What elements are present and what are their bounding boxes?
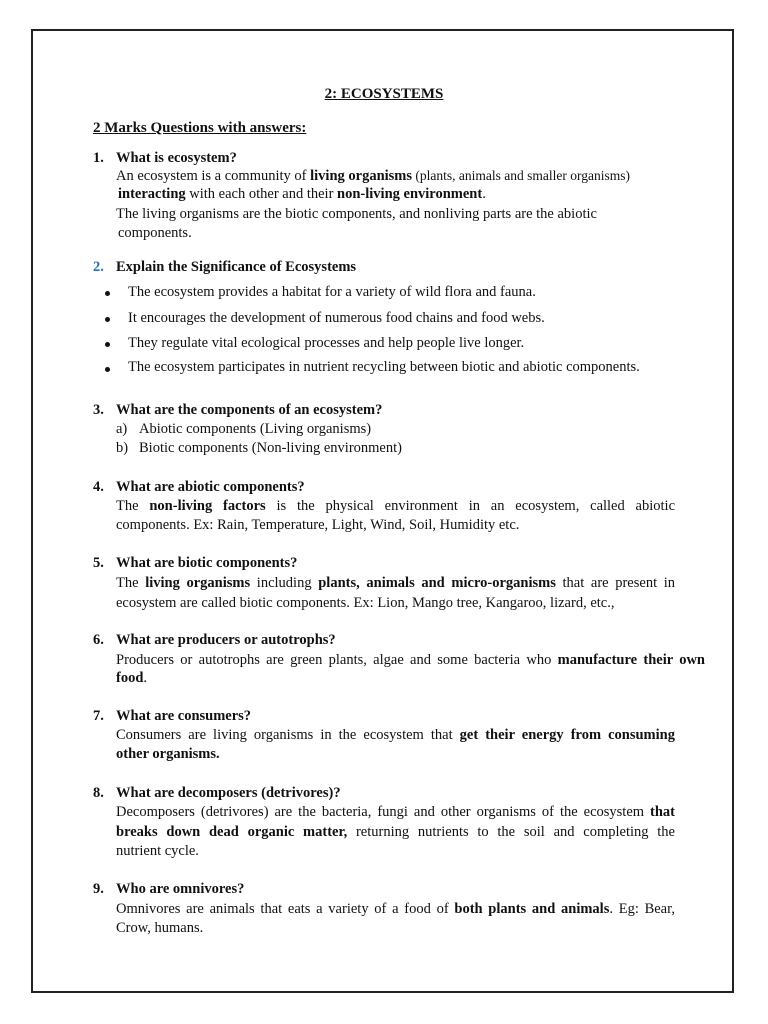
list-item-label: a) (116, 421, 128, 437)
answer-text: The (116, 575, 146, 591)
question-number: 6. (93, 632, 104, 648)
answer-line: nutrient cycle. (116, 843, 199, 859)
answer-bold: living organisms (310, 168, 413, 184)
answer-line (116, 166, 630, 186)
answer-line (116, 497, 675, 516)
question-number: 1. (93, 150, 104, 166)
answer-text: with each other and their (185, 186, 338, 202)
question-title: What are producers or autotrophs? (116, 632, 336, 648)
question-title: What are the components of an ecosystem? (116, 402, 383, 418)
answer-text: Producers or autotrophs are green plants, algae and some bacteria who (116, 652, 558, 668)
answer-line: components. (118, 225, 192, 241)
answer-text: Omnivores are animals that eats a variety of a food of (116, 901, 455, 917)
question-number: 9. (93, 881, 104, 897)
question-number: 3. (93, 402, 104, 418)
bullet-icon (105, 317, 110, 322)
answer-text: An ecosystem is a community of (116, 168, 311, 184)
question-title: What are decomposers (detrivores)? (116, 785, 341, 801)
answer-bold: non-living environment (337, 186, 483, 202)
answer-line (116, 803, 675, 822)
question-title: What are biotic components? (116, 555, 298, 571)
bullet-item: It encourages the development of numerous food chains and food webs. (128, 310, 545, 326)
question-number: 4. (93, 479, 104, 495)
answer-bold: non-living factors (149, 498, 266, 514)
answer-line (116, 823, 675, 842)
bullet-item: The ecosystem provides a habitat for a variety of wild flora and fauna. (128, 284, 536, 300)
answer-text: (plants, animals and smaller organisms) (412, 168, 630, 183)
question-number: 5. (93, 555, 104, 571)
list-item: Abiotic components (Living organisms) (139, 421, 372, 437)
answer-bold: that (650, 804, 675, 820)
answer-line (116, 669, 147, 688)
answer-line: The living organisms are the biotic components, and nonliving parts are the abiotic (116, 206, 597, 222)
answer-bold: manufacture their own (557, 652, 705, 668)
answer-bold: other organisms. (116, 746, 220, 762)
bullet-icon (105, 342, 110, 347)
bullet-item: They regulate vital ecological processes and help people live longer. (128, 335, 525, 351)
answer-text: Consumers are living organisms in the ecosystem that (116, 727, 460, 743)
answer-bold: living organisms (145, 575, 251, 591)
answer-text: . Eg: Bear, (609, 901, 675, 917)
answer-line (116, 745, 220, 764)
question-title: What are abiotic components? (116, 479, 305, 495)
question-number: 8. (93, 785, 104, 801)
question-title: What are consumers? (116, 708, 252, 724)
bullet-icon (105, 367, 110, 372)
page-title: 2: ECOSYSTEMS (324, 86, 444, 102)
answer-text: returning nutrients to the soil and completing the (347, 824, 675, 840)
answer-line (118, 185, 486, 204)
question-title: Explain the Significance of Ecosystems (116, 259, 357, 275)
bullet-item: The ecosystem participates in nutrient recycling between biotic and abiotic components. (128, 359, 640, 375)
answer-line: components. Ex: Rain, Temperature, Light, Wind, Soil, Humidity etc. (116, 517, 520, 533)
answer-text: including (250, 575, 319, 591)
answer-text: is the physical environment in an ecosystem, called abiotic (265, 498, 676, 514)
answer-line (116, 726, 675, 745)
answer-bold: both plants and animals (454, 901, 610, 917)
question-number: 7. (93, 708, 104, 724)
list-item: Biotic components (Non-living environment) (139, 440, 402, 456)
answer-text: Decomposers (detrivores) are the bacteria, fungi and other organisms of the ecosystem (116, 804, 651, 820)
answer-line (116, 900, 675, 919)
section-subheading: 2 Marks Questions with answers: (93, 120, 307, 136)
answer-line: ecosystem are called biotic components. Ex: Lion, Mango tree, Kangaroo, lizard, etc., (116, 595, 615, 611)
answer-text: The (116, 498, 150, 514)
question-number: 2. (93, 259, 104, 275)
question-title: What is ecosystem? (116, 150, 237, 166)
bullet-icon (105, 291, 110, 296)
answer-bold: get their energy from consuming (459, 727, 675, 743)
answer-text: . (143, 670, 148, 686)
answer-line (116, 574, 675, 593)
list-item-label: b) (116, 440, 129, 456)
answer-text: that are present in (555, 575, 676, 591)
answer-bold: food (116, 670, 144, 686)
answer-text: . (482, 186, 486, 202)
answer-line (116, 651, 705, 670)
answer-line: Crow, humans. (116, 920, 204, 936)
answer-bold: interacting (118, 186, 186, 202)
question-title: Who are omnivores? (116, 881, 245, 897)
answer-bold: plants, animals and micro-organisms (318, 575, 556, 591)
answer-bold: breaks down dead organic matter, (116, 824, 348, 840)
